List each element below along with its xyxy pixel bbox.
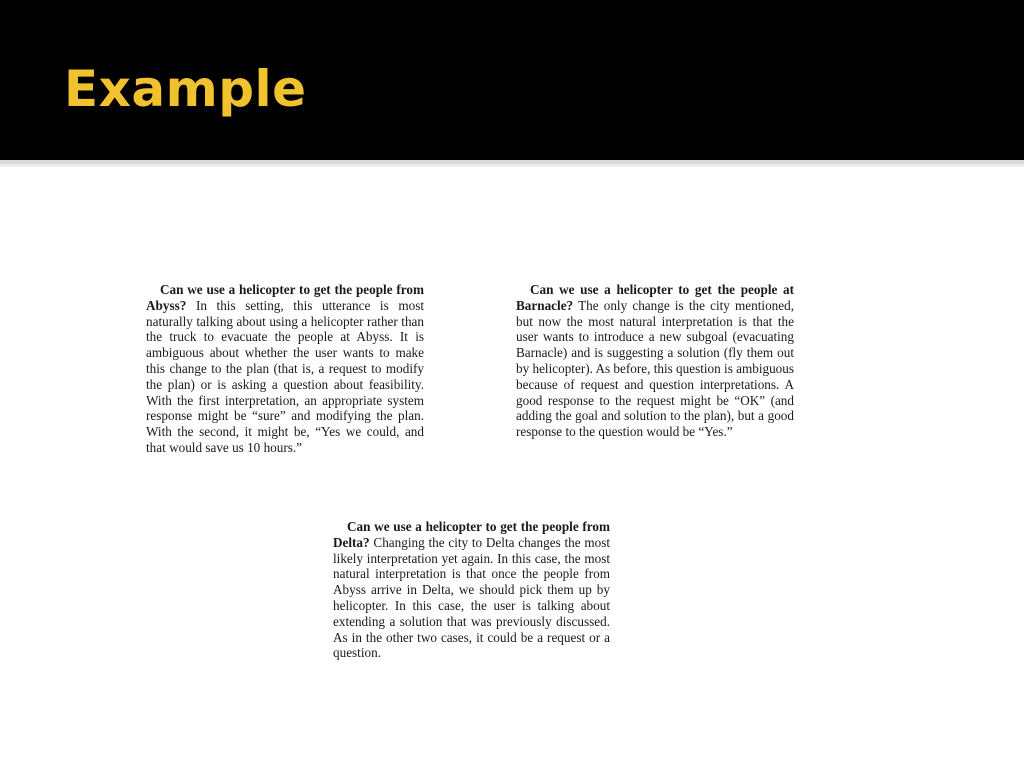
excerpt-question: Can we use a helicopter to get the people from Delta? xyxy=(333,519,610,550)
excerpt-body: Changing the city to Delta changes the most likely interpretation yet again. In this case, the most natural interpretation is that once the people from Abyss arrive in Delta, we should pick them up by helicopter. In this case, the user is talking about extending a solution that was previously discussed. As in the other two cases, it could be a request or a question. xyxy=(333,534,611,661)
excerpt-abyss xyxy=(146,282,424,456)
excerpt-question: Can we use a helicopter to get the people from Abyss? xyxy=(146,282,424,313)
excerpt-question: Can we use a helicopter to get the people at Barnacle? xyxy=(516,282,794,313)
excerpt-delta xyxy=(333,519,610,661)
title-divider-shadow xyxy=(0,164,1024,167)
title-bar xyxy=(0,0,1024,160)
excerpt-barnacle xyxy=(516,282,794,440)
slide-title: Example xyxy=(64,60,307,118)
excerpt-body: The only change is the city mentioned, but now the most natural interpretation is that the user wants to introduce a new subgoal (evacuating Barnacle) and is suggesting a solution (fly them out by helicopter). As before, this question is ambiguous because of request and question interpretations. A good response to the request might be “OK” (and adding the goal and solution to the plan), but a good response to the question would be “Yes.” xyxy=(516,297,795,440)
excerpt-body: In this setting, this utterance is most naturally talking about using a helicopter rather than the truck to evacuate the people at Abyss. It is ambiguous about whether the user wants to make this change to the plan (that is, a request to modify the plan) or is asking a question about feasibility. With the first interpretation, an appropriate system response might be “sure” and modifying the plan. With the second, it might be, “Yes we could, and that would save us 10 hours.” xyxy=(146,297,424,455)
